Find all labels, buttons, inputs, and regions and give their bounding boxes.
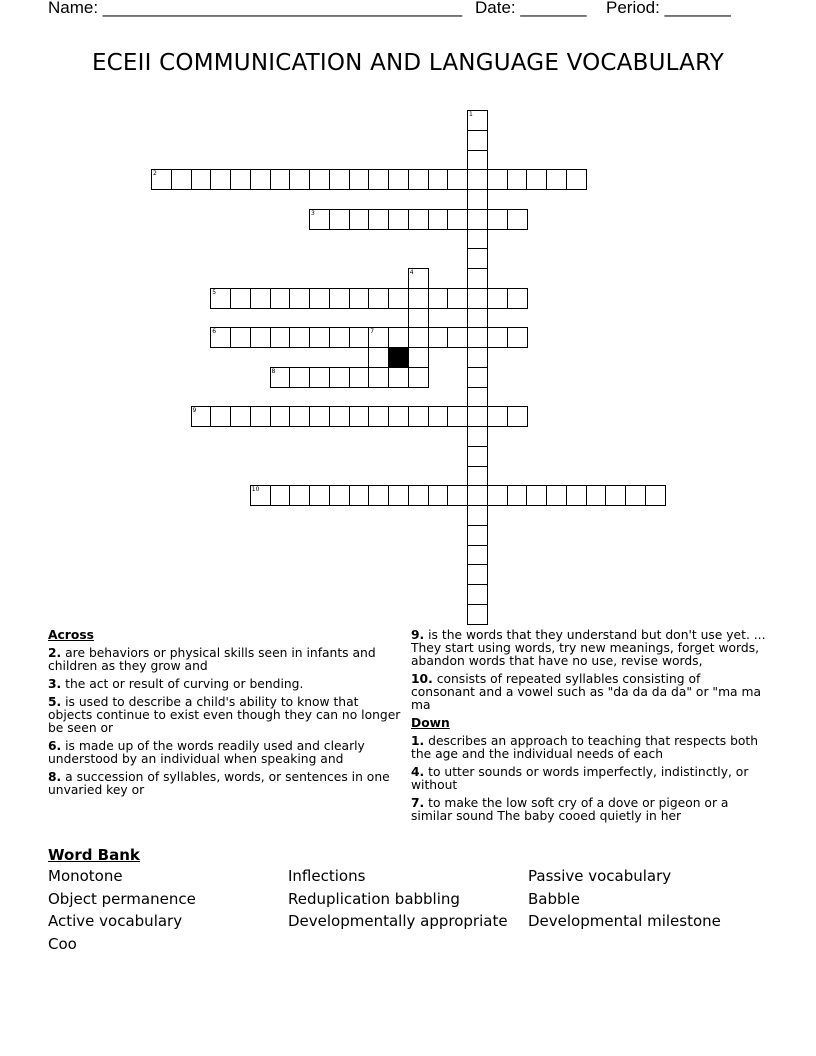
grid-cell[interactable] xyxy=(250,288,271,309)
grid-cell[interactable] xyxy=(349,406,370,427)
clue-item xyxy=(411,797,767,823)
grid-cell[interactable] xyxy=(467,327,488,348)
clue-item-number: 4. xyxy=(411,765,425,779)
grid-cell[interactable] xyxy=(349,485,370,506)
grid-cell[interactable] xyxy=(408,347,429,368)
grid-cell[interactable] xyxy=(230,327,251,348)
grid-cell[interactable] xyxy=(309,209,330,230)
grid-cell[interactable] xyxy=(447,406,468,427)
grid-cell[interactable] xyxy=(408,169,429,190)
grid-cell[interactable] xyxy=(566,485,587,506)
word-bank-item: Reduplication babbling xyxy=(288,889,460,908)
grid-cell[interactable] xyxy=(428,485,449,506)
grid-cell[interactable] xyxy=(289,327,310,348)
clue-number: 10 xyxy=(251,486,260,494)
grid-cell[interactable] xyxy=(388,169,409,190)
clue-number: 9 xyxy=(192,407,197,415)
grid-cell[interactable] xyxy=(270,288,291,309)
grid-cell[interactable] xyxy=(408,209,429,230)
clues-column-right xyxy=(411,629,767,828)
grid-cell[interactable] xyxy=(447,288,468,309)
clue-item-text: is made up of the words readily used and clearly understood by an individual when speaking and xyxy=(48,739,365,766)
grid-cell[interactable] xyxy=(467,387,488,408)
grid-cell[interactable] xyxy=(368,485,389,506)
grid-cell[interactable] xyxy=(526,485,547,506)
grid-cell[interactable] xyxy=(329,169,350,190)
grid-cell[interactable] xyxy=(428,327,449,348)
grid-cell[interactable] xyxy=(250,485,271,506)
across-clues xyxy=(48,629,404,802)
clue-item xyxy=(411,673,767,712)
clue-item-text: are behaviors or physical skills seen in infants and children as they grow and xyxy=(48,646,376,673)
clue-item-text: to utter sounds or words imperfectly, indistinctly, or without xyxy=(411,765,749,792)
clue-number: 5 xyxy=(212,288,217,296)
grid-cell[interactable] xyxy=(605,485,626,506)
grid-cell[interactable] xyxy=(586,485,607,506)
clue-item xyxy=(48,696,404,735)
grid-cell[interactable] xyxy=(388,327,409,348)
clue-item xyxy=(48,678,404,691)
grid-cell[interactable] xyxy=(368,169,389,190)
clue-number: 7 xyxy=(370,328,375,336)
grid-cell[interactable] xyxy=(289,288,310,309)
grid-cell[interactable] xyxy=(289,367,310,388)
grid-cell[interactable] xyxy=(388,209,409,230)
grid-cell[interactable] xyxy=(507,327,528,348)
grid-cell[interactable] xyxy=(289,485,310,506)
grid-cell[interactable] xyxy=(270,367,291,388)
grid-cell[interactable] xyxy=(467,347,488,368)
date-field[interactable]: Date: _______ xyxy=(475,0,587,17)
grid-cell[interactable] xyxy=(428,169,449,190)
grid-cell[interactable] xyxy=(447,209,468,230)
word-bank-item: Object permanence xyxy=(48,889,196,908)
grid-cell[interactable] xyxy=(250,406,271,427)
grid-cell[interactable] xyxy=(507,209,528,230)
grid-cell[interactable] xyxy=(309,406,330,427)
word-bank-item: Inflections xyxy=(288,867,366,885)
clue-item xyxy=(411,629,767,668)
grid-cell[interactable] xyxy=(467,466,488,487)
grid-cell[interactable] xyxy=(309,288,330,309)
grid-cell[interactable] xyxy=(230,288,251,309)
grid-cell[interactable] xyxy=(408,288,429,309)
grid-cell[interactable] xyxy=(289,406,310,427)
clue-item-number: 6. xyxy=(48,739,62,753)
grid-cell[interactable] xyxy=(428,288,449,309)
clue-item-number: 1. xyxy=(411,734,425,748)
grid-cell[interactable] xyxy=(447,327,468,348)
clue-number: 1 xyxy=(469,111,473,118)
word-bank-item: Developmentally appropriate xyxy=(288,912,508,930)
word-bank-item: Passive vocabulary xyxy=(528,867,672,885)
grid-cell[interactable] xyxy=(250,327,271,348)
clue-item-text: consists of repeated syllables consisting of consonant and a vowel such as "da da da da" or "ma ma ma xyxy=(411,672,762,712)
grid-cell[interactable] xyxy=(329,327,350,348)
word-bank-item: Babble xyxy=(528,889,580,908)
grid-cell[interactable] xyxy=(408,268,429,289)
grid-cell[interactable] xyxy=(309,327,330,348)
clue-number: 8 xyxy=(271,367,276,375)
grid-cell[interactable] xyxy=(467,150,488,171)
grid-cell[interactable] xyxy=(467,130,488,151)
grid-cell[interactable] xyxy=(349,367,370,388)
grid-cell[interactable] xyxy=(507,406,528,427)
grid-cell[interactable] xyxy=(270,406,291,427)
grid-cell[interactable] xyxy=(507,485,528,506)
clue-item-number: 8. xyxy=(48,770,62,784)
grid-cell[interactable] xyxy=(507,169,528,190)
grid-cell[interactable] xyxy=(467,268,488,289)
word-bank-item: Monotone xyxy=(48,867,123,885)
grid-cell[interactable] xyxy=(289,169,310,190)
grid-cell[interactable] xyxy=(210,406,231,427)
grid-cell[interactable] xyxy=(329,406,350,427)
word-bank-item: Developmental milestone xyxy=(528,912,721,930)
grid-cell[interactable] xyxy=(467,248,488,269)
grid-cell[interactable] xyxy=(546,485,567,506)
clue-item xyxy=(48,771,404,797)
clue-item-number: 10. xyxy=(411,672,433,686)
grid-cell[interactable] xyxy=(467,209,488,230)
clue-item-text: describes an approach to teaching that respects both the age and the individual needs of each xyxy=(411,734,759,761)
grid-cell[interactable] xyxy=(447,485,468,506)
grid-cell[interactable] xyxy=(309,169,330,190)
page-title: ECEII COMMUNICATION AND LANGUAGE VOCABULARY xyxy=(91,50,725,76)
grid-cell[interactable] xyxy=(467,545,488,566)
grid-cell[interactable] xyxy=(467,564,488,585)
grid-cell[interactable] xyxy=(388,485,409,506)
grid-cell[interactable] xyxy=(408,406,429,427)
grid-cell[interactable] xyxy=(487,288,508,309)
grid-cell[interactable] xyxy=(625,485,646,506)
grid-cell[interactable] xyxy=(487,406,508,427)
grid-cell[interactable] xyxy=(428,209,449,230)
grid-cell[interactable] xyxy=(507,288,528,309)
grid-cell[interactable] xyxy=(526,169,547,190)
grid-cell[interactable] xyxy=(329,288,350,309)
name-field[interactable]: Name: ______________________________________ xyxy=(48,0,463,17)
clue-item-text: a succession of syllables, words, or sentences in one unvaried key or xyxy=(48,770,390,797)
grid-cell[interactable] xyxy=(388,406,409,427)
clue-item-number: 5. xyxy=(48,695,62,709)
grid-cell[interactable] xyxy=(309,485,330,506)
down-heading: Down xyxy=(411,716,450,730)
grid-cell[interactable] xyxy=(467,110,488,131)
clue-item-number: 2. xyxy=(48,646,62,660)
grid-cell[interactable] xyxy=(171,169,192,190)
grid-cell[interactable] xyxy=(349,288,370,309)
grid-cell[interactable] xyxy=(408,367,429,388)
grid-cell[interactable] xyxy=(388,367,409,388)
grid-cell[interactable] xyxy=(368,367,389,388)
grid-cell[interactable] xyxy=(329,367,350,388)
grid-cell[interactable] xyxy=(467,367,488,388)
word-bank-title: Word Bank xyxy=(48,846,140,864)
grid-cell[interactable] xyxy=(349,327,370,348)
grid-cell[interactable] xyxy=(368,209,389,230)
period-field[interactable]: Period: _______ xyxy=(606,0,731,17)
grid-cell[interactable] xyxy=(487,485,508,506)
grid-cell[interactable] xyxy=(467,485,488,506)
grid-cell[interactable] xyxy=(368,406,389,427)
clue-item xyxy=(48,647,404,673)
grid-cell[interactable] xyxy=(309,367,330,388)
grid-cell[interactable] xyxy=(270,485,291,506)
grid-cell[interactable] xyxy=(368,288,389,309)
grid-cell[interactable] xyxy=(210,288,231,309)
grid-cell[interactable] xyxy=(467,426,488,447)
grid-cell[interactable] xyxy=(467,584,488,605)
grid-cell[interactable] xyxy=(270,169,291,190)
grid-cell[interactable] xyxy=(467,446,488,467)
grid-cell[interactable] xyxy=(191,169,212,190)
grid-cell[interactable] xyxy=(329,485,350,506)
grid-cell[interactable] xyxy=(467,505,488,526)
clue-item xyxy=(48,740,404,766)
clue-item-number: 7. xyxy=(411,796,425,810)
grid-cell[interactable] xyxy=(467,229,488,250)
word-bank-item: Active vocabulary xyxy=(48,912,183,930)
grid-cell[interactable] xyxy=(408,308,429,329)
clue-item-text: is the words that they understand but don't use yet. ... They start using words, try new meanings, forget words, abandon words that have no use, revise words, xyxy=(411,628,766,668)
grid-cell[interactable] xyxy=(487,327,508,348)
clue-item xyxy=(411,766,767,792)
black-cell xyxy=(388,347,409,368)
grid-cell[interactable] xyxy=(191,406,212,427)
clue-number: 4 xyxy=(409,269,414,276)
clue-number: 2 xyxy=(153,170,157,178)
clue-item-text: to make the low soft cry of a dove or pigeon or a similar sound The baby cooed quietly in her xyxy=(411,796,729,823)
word-bank-item: Coo xyxy=(48,934,77,953)
clue-number: 3 xyxy=(311,209,315,217)
grid-cell[interactable] xyxy=(467,308,488,329)
grid-cell[interactable] xyxy=(487,169,508,190)
grid-cell[interactable] xyxy=(230,169,251,190)
clue-item xyxy=(411,735,767,761)
grid-cell[interactable] xyxy=(151,169,172,190)
clue-item-text: is used to describe a child's ability to know that objects continue to exist even though they can no longer be seen or xyxy=(48,695,401,735)
grid-cell[interactable] xyxy=(428,406,449,427)
clue-item-number: 9. xyxy=(411,628,425,642)
grid-cell[interactable] xyxy=(230,406,251,427)
clue-item-text: the act or result of curving or bending. xyxy=(61,677,304,691)
grid-cell[interactable] xyxy=(349,169,370,190)
grid-cell[interactable] xyxy=(467,406,488,427)
grid-cell[interactable] xyxy=(546,169,567,190)
grid-cell[interactable] xyxy=(566,169,587,190)
grid-cell[interactable] xyxy=(408,327,429,348)
grid-cell[interactable] xyxy=(467,288,488,309)
grid-cell[interactable] xyxy=(467,525,488,546)
grid-cell[interactable] xyxy=(349,209,370,230)
grid-cell[interactable] xyxy=(210,169,231,190)
grid-cell[interactable] xyxy=(329,209,350,230)
grid-cell[interactable] xyxy=(368,327,389,348)
grid-cell[interactable] xyxy=(210,327,231,348)
grid-cell[interactable] xyxy=(408,485,429,506)
grid-cell[interactable] xyxy=(645,485,666,506)
grid-cell[interactable] xyxy=(467,604,488,625)
clue-number: 6 xyxy=(212,328,217,336)
grid-cell[interactable] xyxy=(467,169,488,190)
grid-cell[interactable] xyxy=(250,169,271,190)
grid-cell[interactable] xyxy=(467,189,488,210)
grid-cell[interactable] xyxy=(368,347,389,368)
grid-cell[interactable] xyxy=(388,288,409,309)
grid-cell[interactable] xyxy=(270,327,291,348)
grid-cell[interactable] xyxy=(487,209,508,230)
grid-cell[interactable] xyxy=(447,169,468,190)
clue-item-number: 3. xyxy=(48,677,62,691)
across-heading: Across xyxy=(48,628,94,642)
